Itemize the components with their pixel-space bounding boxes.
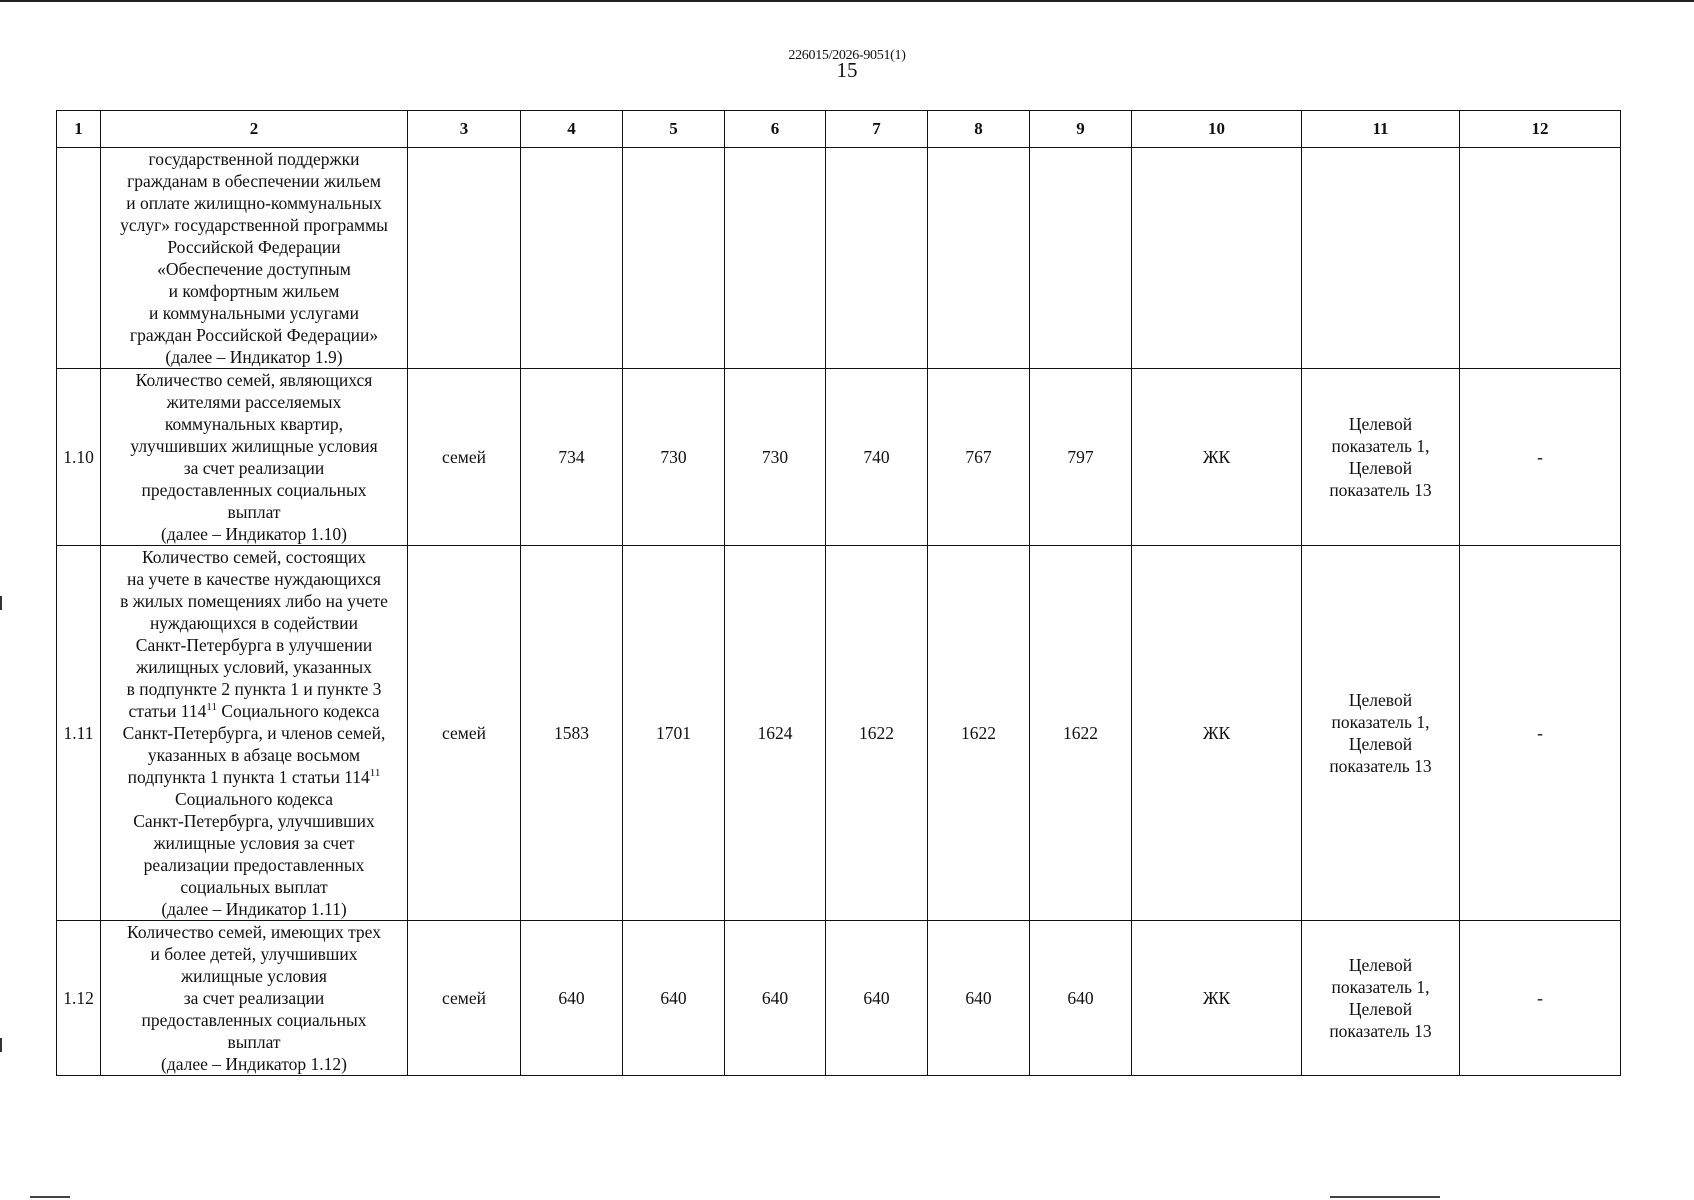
indicator-name-line: и коммунальными услугами bbox=[149, 303, 359, 323]
scan-top-border bbox=[0, 0, 1694, 2]
column-header-3: 3 bbox=[408, 111, 521, 148]
indicator-name-line: в подпункте 2 пункта 1 и пункте 3 bbox=[126, 679, 382, 699]
scan-bottom-mark bbox=[30, 1196, 70, 1198]
value-9: 797 bbox=[1030, 369, 1132, 546]
indicators-table bbox=[56, 110, 1621, 1076]
column-header-6: 6 bbox=[725, 111, 826, 148]
value-7: 740 bbox=[826, 369, 928, 546]
target-indicator-line: показатель 13 bbox=[1329, 1021, 1432, 1041]
scan-edge-mark bbox=[0, 596, 2, 610]
value-4: 1583 bbox=[521, 546, 623, 921]
indicator-name-line: жилищные условия за счет bbox=[153, 833, 355, 853]
target-indicator-link bbox=[1302, 546, 1460, 921]
row-number: 1.12 bbox=[57, 921, 101, 1076]
target-indicator-line: показатель 1, bbox=[1331, 977, 1430, 997]
scan-bottom-mark bbox=[1330, 1196, 1440, 1198]
unit-of-measure: семей bbox=[408, 921, 521, 1076]
value-4: 640 bbox=[521, 921, 623, 1076]
column-12-value: - bbox=[1460, 546, 1621, 921]
indicator-name-line: жилищных условий, указанных bbox=[136, 657, 372, 677]
indicator-name-line: государственной поддержки bbox=[148, 149, 360, 169]
column-12-value bbox=[1460, 148, 1621, 369]
scan-edge-mark bbox=[0, 1038, 2, 1052]
responsible-executor: ЖК bbox=[1132, 369, 1302, 546]
indicator-name-line: Санкт-Петербурга, улучшивших bbox=[133, 811, 375, 831]
unit-of-measure: семей bbox=[408, 546, 521, 921]
indicator-name-line: и более детей, улучшивших bbox=[150, 944, 358, 964]
target-indicator-line: показатель 1, bbox=[1331, 436, 1430, 456]
target-indicator-line: Целевой bbox=[1348, 734, 1413, 754]
value-6: 1624 bbox=[725, 546, 826, 921]
indicator-name-line: подпункта 1 пункта 1 статьи $114^{11}$ bbox=[127, 767, 381, 787]
indicator-name-line: за счет реализации bbox=[183, 988, 325, 1008]
document-registration-number: 226015/2026-9051(1) bbox=[788, 48, 906, 63]
column-header-9: 9 bbox=[1030, 111, 1132, 148]
responsible-executor bbox=[1132, 148, 1302, 369]
column-header-1: 1 bbox=[57, 111, 101, 148]
target-indicator-link bbox=[1302, 369, 1460, 546]
indicator-name-line: выплат bbox=[227, 1032, 281, 1052]
responsible-executor: ЖК bbox=[1132, 921, 1302, 1076]
indicator-name-line: (далее – Индикатор 1.9) bbox=[165, 347, 343, 367]
indicator-name-line: предоставленных социальных bbox=[141, 1010, 367, 1030]
indicator-name-line: (далее – Индикатор 1.10) bbox=[161, 524, 347, 544]
value-7 bbox=[826, 148, 928, 369]
indicator-name-line: Количество семей, состоящих bbox=[141, 547, 366, 567]
column-12-value: - bbox=[1460, 921, 1621, 1076]
table-row bbox=[57, 921, 1621, 1076]
responsible-executor: ЖК bbox=[1132, 546, 1302, 921]
value-4 bbox=[521, 148, 623, 369]
target-indicator-link bbox=[1302, 921, 1460, 1076]
row-number bbox=[57, 148, 101, 369]
table-header-row bbox=[57, 111, 1621, 148]
table-row bbox=[57, 546, 1621, 921]
value-9: 640 bbox=[1030, 921, 1132, 1076]
value-6: 640 bbox=[725, 921, 826, 1076]
indicator-name-line: жителями расселяемых bbox=[166, 392, 342, 412]
column-header-2: 2 bbox=[101, 111, 408, 148]
indicator-name-line: реализации предоставленных bbox=[143, 855, 365, 875]
value-8: 640 bbox=[928, 921, 1030, 1076]
table-row bbox=[57, 369, 1621, 546]
indicator-name-line: Количество семей, имеющих трех bbox=[127, 922, 381, 942]
indicator-name-line: в жилых помещениях либо на учете bbox=[120, 591, 388, 611]
indicator-name bbox=[101, 369, 408, 546]
indicator-name-line: предоставленных социальных bbox=[141, 480, 367, 500]
indicator-name-line: Санкт-Петербурга в улучшении bbox=[135, 635, 373, 655]
table-row bbox=[57, 148, 1621, 369]
indicator-name-line: услуг» государственной программы bbox=[120, 215, 388, 235]
value-5: 640 bbox=[623, 921, 725, 1076]
unit-of-measure: семей bbox=[408, 369, 521, 546]
indicator-name-line: Количество семей, являющихся bbox=[135, 370, 373, 390]
indicator-name-line: (далее – Индикатор 1.12) bbox=[161, 1054, 347, 1074]
indicator-name-line: указанных в абзаце восьмом bbox=[147, 745, 361, 765]
indicator-name-line: за счет реализации bbox=[183, 458, 325, 478]
value-7: 640 bbox=[826, 921, 928, 1076]
indicator-name bbox=[101, 546, 408, 921]
indicator-name-line: «Обеспечение доступным bbox=[157, 259, 351, 279]
row-number: 1.11 bbox=[57, 546, 101, 921]
value-8: 767 bbox=[928, 369, 1030, 546]
indicator-name-line: граждан Российской Федерации» bbox=[129, 325, 379, 345]
value-6: 730 bbox=[725, 369, 826, 546]
indicator-name-line: коммунальных квартир, bbox=[164, 414, 344, 434]
indicator-name bbox=[101, 148, 408, 369]
indicator-name-line: и комфортным жильем bbox=[168, 281, 340, 301]
column-12-value: - bbox=[1460, 369, 1621, 546]
column-header-7: 7 bbox=[826, 111, 928, 148]
column-header-11: 11 bbox=[1302, 111, 1460, 148]
value-5: 1701 bbox=[623, 546, 725, 921]
target-indicator-line: Целевой bbox=[1348, 458, 1413, 478]
indicator-name-line: Российской Федерации bbox=[167, 237, 341, 257]
target-indicator-link bbox=[1302, 148, 1460, 369]
indicator-name-line: гражданам в обеспечении жильем bbox=[127, 171, 381, 191]
column-header-4: 4 bbox=[521, 111, 623, 148]
target-indicator-line: Целевой bbox=[1348, 414, 1413, 434]
indicator-name-line: социальных выплат bbox=[180, 877, 328, 897]
value-4: 734 bbox=[521, 369, 623, 546]
indicator-name-line: улучшивших жилищные условия bbox=[130, 436, 378, 456]
indicator-name-line: нуждающихся в содействии bbox=[149, 613, 359, 633]
indicator-name-line: (далее – Индикатор 1.11) bbox=[161, 899, 347, 919]
indicator-name-line: статьи $114^{11}$ Социального кодекса bbox=[128, 701, 380, 721]
target-indicator-line: Целевой bbox=[1348, 999, 1413, 1019]
target-indicator-line: показатель 13 bbox=[1329, 480, 1432, 500]
indicator-name-line: жилищные условия bbox=[181, 966, 327, 986]
value-8: 1622 bbox=[928, 546, 1030, 921]
target-indicator-line: Целевой bbox=[1348, 690, 1413, 710]
value-5 bbox=[623, 148, 725, 369]
column-header-5: 5 bbox=[623, 111, 725, 148]
value-8 bbox=[928, 148, 1030, 369]
indicator-name-line: Социального кодекса bbox=[174, 789, 334, 809]
target-indicator-line: показатель 13 bbox=[1329, 756, 1432, 776]
value-7: 1622 bbox=[826, 546, 928, 921]
indicator-name-line: Санкт-Петербурга, и членов семей, bbox=[122, 723, 386, 743]
value-9: 1622 bbox=[1030, 546, 1132, 921]
unit-of-measure bbox=[408, 148, 521, 369]
value-6 bbox=[725, 148, 826, 369]
indicator-name bbox=[101, 921, 408, 1076]
page-number: 15 bbox=[836, 58, 858, 82]
indicator-name-line: на учете в качестве нуждающихся bbox=[127, 569, 381, 589]
column-header-12: 12 bbox=[1460, 111, 1621, 148]
row-number: 1.10 bbox=[57, 369, 101, 546]
indicator-name-line: и оплате жилищно-коммунальных bbox=[126, 193, 382, 213]
value-5: 730 bbox=[623, 369, 725, 546]
indicator-name-line: выплат bbox=[227, 502, 281, 522]
column-header-8: 8 bbox=[928, 111, 1030, 148]
target-indicator-line: показатель 1, bbox=[1331, 712, 1430, 732]
column-header-10: 10 bbox=[1132, 111, 1302, 148]
target-indicator-line: Целевой bbox=[1348, 955, 1413, 975]
value-9 bbox=[1030, 148, 1132, 369]
